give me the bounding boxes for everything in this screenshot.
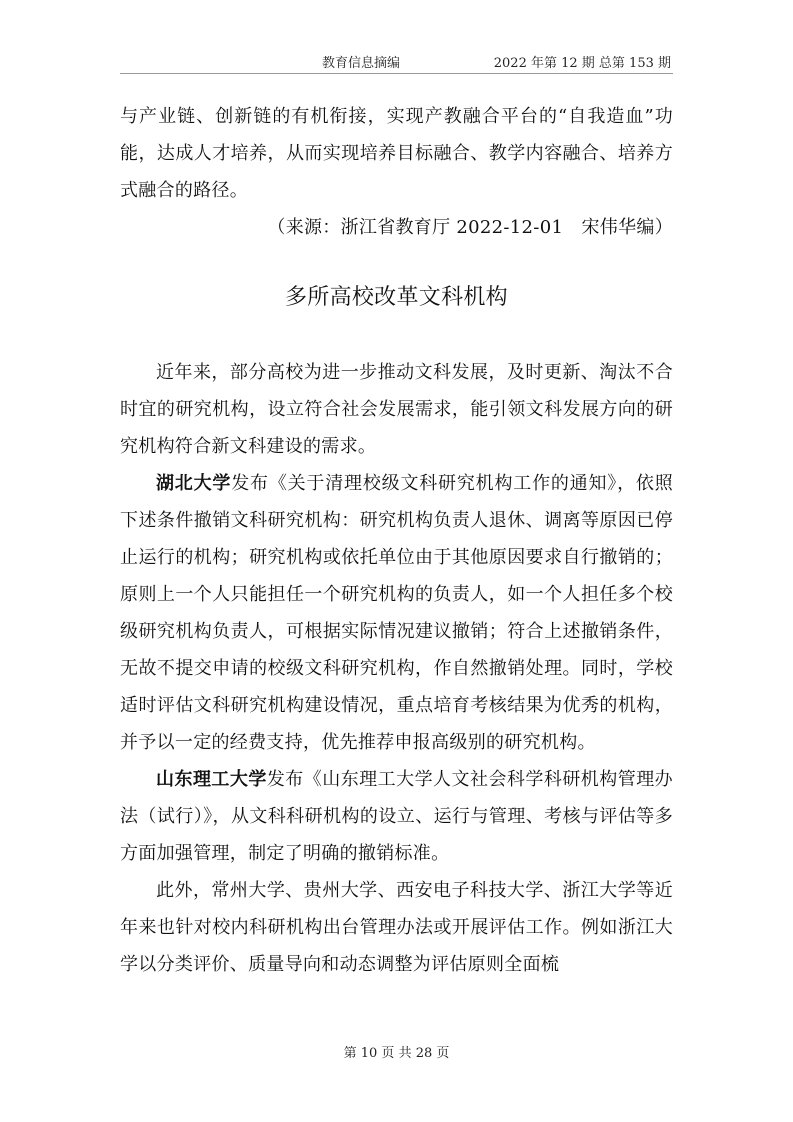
paragraph-hubei-text: 发布《关于清理校级文科研究机构工作的通知》，依照下述条件撤销文科研究机构：研究机构负责人退休、调离等原因已停止运行的机构；研究机构或依托单位由于其他原因要求自行撤销的；原则上一个人只能担任一个研究机构的负责人，如一个人担任多个校级研究机构负责人，可根据实际情况建议撤销；符合上述撤销条件，无故不提交申请的校级文科研究机构，作自然撤销处理。同时，学校适时评估文科研究机构建设情况，重点培育考核结果为优秀的机构，并予以一定的经费支持，优先推荐申报高级别的研究机构。	[120, 473, 673, 753]
article-body	[120, 98, 673, 983]
paragraph-shandong	[120, 761, 673, 872]
publication-name: 教育信息摘编	[322, 56, 401, 71]
paragraph-intro: 近年来，部分高校为进一步推动文科发展，及时更新、淘汰不合时宜的研究机构，设立符合社会发展需求，能引领文科发展方向的研究机构符合新文科建设的需求。	[120, 362, 673, 457]
paragraph-others: 此外，常州大学、贵州大学、西安电子科技大学、浙江大学等近年来也针对校内科研机构出台管理办法或开展评估工作。例如浙江大学以分类评价、质量导向和动态调整为评估原则全面梳	[120, 880, 673, 975]
page-header	[0, 52, 793, 74]
page-number: 第 10 页 共 28 页	[343, 1046, 450, 1061]
paragraph-shandong-text: 发布《山东理工大学人文社会科学科研机构管理办法（试行）》，从文科科研机构的设立、运行与管理、考核与评估等多方面加强管理，制定了明确的撤销标准。	[120, 769, 673, 864]
paragraph-hubei	[120, 465, 673, 761]
article-title: 多所高校改革文科机构	[284, 285, 508, 310]
issue-number: 2022 年第 12 期 总第 153 期	[493, 56, 671, 71]
org-name-hubei: 湖北大学	[156, 473, 232, 494]
header-divider	[120, 73, 673, 74]
intro-paragraph: 与产业链、创新链的有机衔接，实现产教融合平台的“自我造血”功能，达成人才培养，从而实现培养目标融合、教学内容融合、培养方式融合的路径。	[120, 106, 673, 201]
page-footer	[0, 1042, 793, 1061]
source-citation: （来源：浙江省教育厅 2022-12-01 宋伟华编）	[267, 217, 673, 238]
org-name-shandong: 山东理工大学	[156, 769, 267, 790]
